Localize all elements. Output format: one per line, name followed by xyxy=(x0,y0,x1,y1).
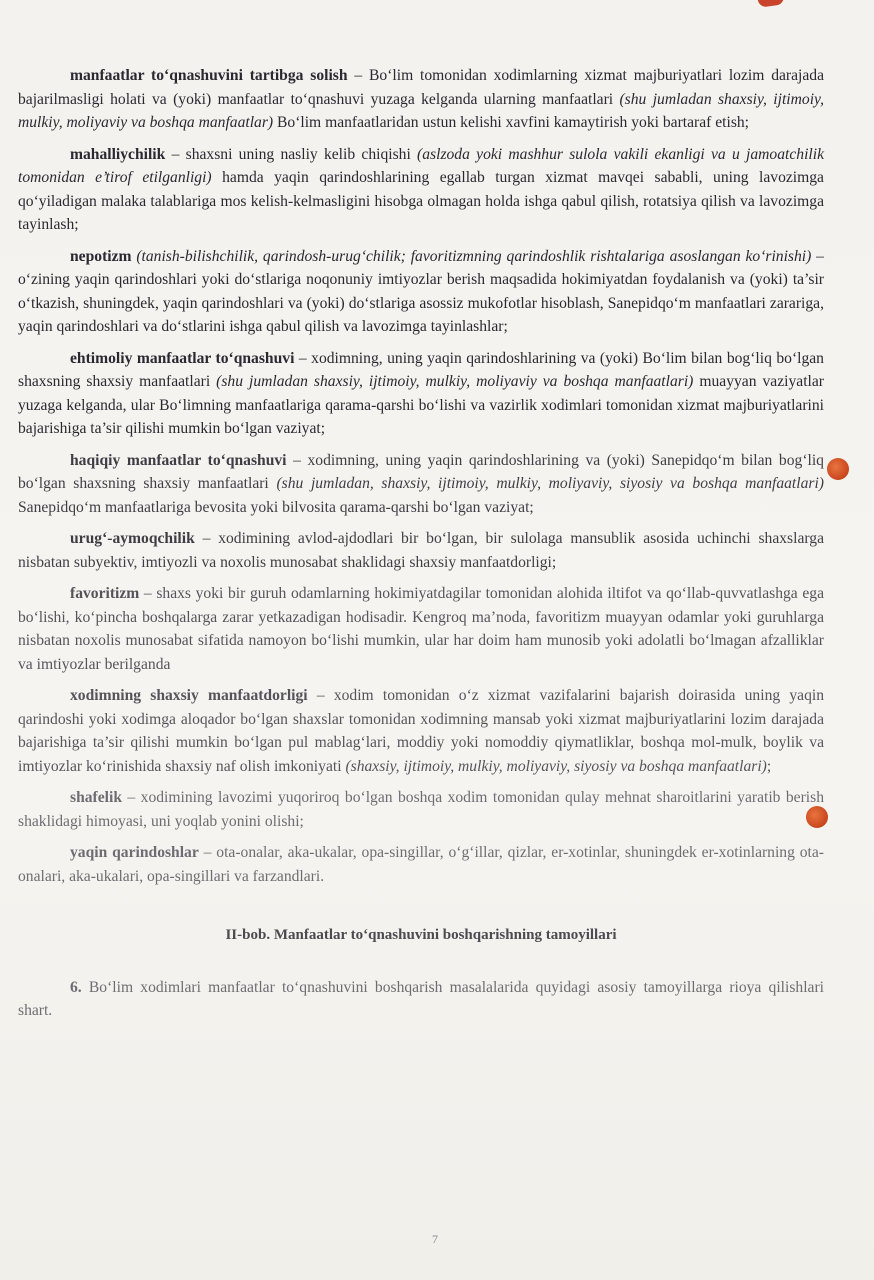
definition-italic: (shaxsiy, ijtimoiy, mulkiy, moliyaviy, siyosiy va boshqa manfaatlari) xyxy=(345,757,767,775)
definition-paragraph xyxy=(18,347,824,441)
definition-text: – xodimining lavozimi yuqoriroq bo‘lgan boshqa xodim tomonidan qulay mehnat sharoitlarini yaratib berish shaklidagi himoyasi, uni yoqlab yonini olishi; xyxy=(18,789,824,830)
closing-paragraph xyxy=(18,976,824,1023)
definition-italic: (shu jumladan shaxsiy, ijtimoiy, mulkiy, moliyaviy va boshqa manfaatlari) xyxy=(216,373,694,390)
definition-text: – shaxs yoki bir guruh odamlarning hokimiyatdagilar tomonidan alohida iltifot va qo‘llab-quvvatlashga ega bo‘lishi, ko‘pincha boshqalarga zarar yetkazadigan hodisadir. Kengroq ma’noda, favoritizm muayyan odamlar yoki guruhlarga nisbatan noxolis munosabat sifatida namoyon bo‘lishi mumkin, ular har doim ham munosib yoki adolatli bo‘lmagan afzalliklar va imtiyozlar berilganda xyxy=(18,585,824,673)
definition-italic: (tanish-bilishchilik, qarindosh-urug‘chilik; favoritizmning qarindoshlik rishtalariga asoslangan ko‘rinishi) xyxy=(136,247,812,265)
definition-text: – Bo‘lim tomonidan xodimlarning xizmat majburiyatlari lozim darajada bajarilmasligi holati va (yoki) manfaatlar to‘qnashuvi yuzaga kelganda ularning manfaatlari xyxy=(18,67,825,108)
clause-number: 6. xyxy=(70,978,82,996)
definition-text-tail: muayyan vaziyatlar yuzaga kelganda, ular Bo‘limning manfaatlariga qarama-qarshi bo‘lishi va vazirlik xodimlari tomonidan xizmat majburiyatlarini bajarishiga ta’sir qilishi mumkin bo‘lgan vaziyat; xyxy=(18,373,824,437)
definition-term: urug‘-aymoqchilik xyxy=(70,530,195,547)
binder-hole xyxy=(806,806,828,828)
definition-paragraph xyxy=(18,684,824,778)
binder-hole xyxy=(827,458,849,480)
definition-text-tail: hamda yaqin qarindoshlarining egallab turgan xizmat mavqei sababli, uning lavozimga qo‘yiladigan malaka talablariga mos kelish-kelmasligini hisobga olmagan holda ishga qabul qilish, rotatsiya qilish va lavozimga tayinlash; xyxy=(18,169,824,233)
definition-paragraph xyxy=(18,64,824,135)
definition-text: – xodimning, uning yaqin qarindoshlarining va (yoki) Sanepidqo‘m bilan bog‘liq bo‘lgan shaxsning shaxsiy manfaatlari xyxy=(18,451,824,492)
definition-italic: (shu jumladan shaxsiy, ijtimoiy, mulkiy, moliyaviy va boshqa manfaatlar) xyxy=(18,90,824,131)
definition-paragraph xyxy=(18,582,824,676)
clause-text: Bo‘lim xodimlari manfaatlar to‘qnashuvini boshqarish masalalarida quyidagi asosiy tamoyillarga rioya qilishlari shart. xyxy=(18,978,824,1019)
corner-marker xyxy=(757,0,784,8)
definition-text-tail: – o‘zining yaqin qarindoshlari yoki do‘stlariga noqonuniy imtiyozlar berish maqsadida hokimiyatdan foydalanish va (yoki) ta’sir o‘tkazish, shuningdek, yaqin qarindoshlari va (yoki) do‘stlariga asossiz mukofotlar hisoblash, Sanepidqo‘m manfaatlari zarariga, yaqin qarindoshlari va do‘stlarini ishga qabul qilish va lavozimga tayinlashlar; xyxy=(18,247,824,335)
definition-term: shafelik xyxy=(70,789,122,806)
definition-term: ehtimoliy manfaatlar to‘qnashuvi xyxy=(70,349,295,367)
chapter-heading: II-bob. Manfaatlar to‘qnashuvini boshqarishning tamoyillari xyxy=(225,927,617,943)
definition-text-tail: ; xyxy=(766,757,772,775)
definition-term: manfaatlar to‘qnashuvini tartibga solish xyxy=(70,67,348,84)
definition-term: haqiqiy manfaatlar to‘qnashuvi xyxy=(70,451,287,469)
definition-term: yaqin qarindoshlar xyxy=(70,844,199,861)
definition-term: mahalliychilik xyxy=(70,145,166,163)
definition-term: favoritizm xyxy=(70,585,140,602)
definition-paragraph xyxy=(18,527,824,574)
definition-text: – xodim tomonidan o‘z xizmat vazifalarini bajarish doirasida uning yaqin qarindoshi yoki xodimga aloqador bo‘lgan shaxslar tomonidan xodimning mansab yoki xizmat majburiyatlarini lozim darajada bajarishiga ta’sir qilishi mumkin bo‘lgan pul mablag‘lari, moddiy yoki nomoddiy qiymatliklar, boshqa mol-mulk, boylik va imtiyozlar ko‘rinishida shaxsiy naf olish imkoniyati xyxy=(18,687,825,775)
definition-term: nepotizm xyxy=(70,247,132,265)
definition-term: xodimning shaxsiy manfaatdorligi xyxy=(70,687,308,704)
definition-paragraph xyxy=(18,245,824,339)
definition-paragraph xyxy=(18,143,824,237)
definition-text: – ota-onalar, aka-ukalar, opa-singillar, o‘g‘illar, qizlar, er-xotinlar, shuningdek er-xotinlarning ota-onalari, aka-ukalari, opa-singillari va farzandlari. xyxy=(18,844,824,885)
definition-text-tail: Bo‘lim manfaatlaridan ustun kelishi xavfini kamaytirish yoki bartaraf etish; xyxy=(273,114,750,131)
definition-text: – shaxsni uning nasliy kelib chiqishi xyxy=(165,145,418,163)
definition-text-tail: Sanepidqo‘m manfaatlariga bevosita yoki bilvosita qarama-qarshi bo‘lgan vaziyat; xyxy=(18,498,534,516)
document-body xyxy=(18,64,824,1031)
definition-text: – xodimining avlod-ajdodlari bir bo‘lgan, bir sulolaga mansublik asosida uchinchi shaxslarga nisbatan subyektiv, imtiyozli va noxolis munosabat shaklidagi shaxsiy manfaatdorligi; xyxy=(18,530,824,571)
definition-paragraph xyxy=(18,449,824,520)
definition-italic: (shu jumladan, shaxsiy, ijtimoiy, mulkiy, moliyaviy, siyosiy va boshqa manfaatlari) xyxy=(276,475,824,492)
definition-text: – xodimning, uning yaqin qarindoshlarining va (yoki) Bo‘lim bilan bog‘liq bo‘lgan shaxsning shaxsiy manfaatlari xyxy=(18,349,824,390)
definition-paragraph xyxy=(18,841,824,888)
definition-italic: (aslzoda yoki mashhur sulola vakili ekanligi va u jamoatchilik tomonidan e’tirof etilganligi) xyxy=(18,145,824,186)
page-number: 7 xyxy=(432,1232,438,1246)
definition-paragraph xyxy=(18,786,824,833)
